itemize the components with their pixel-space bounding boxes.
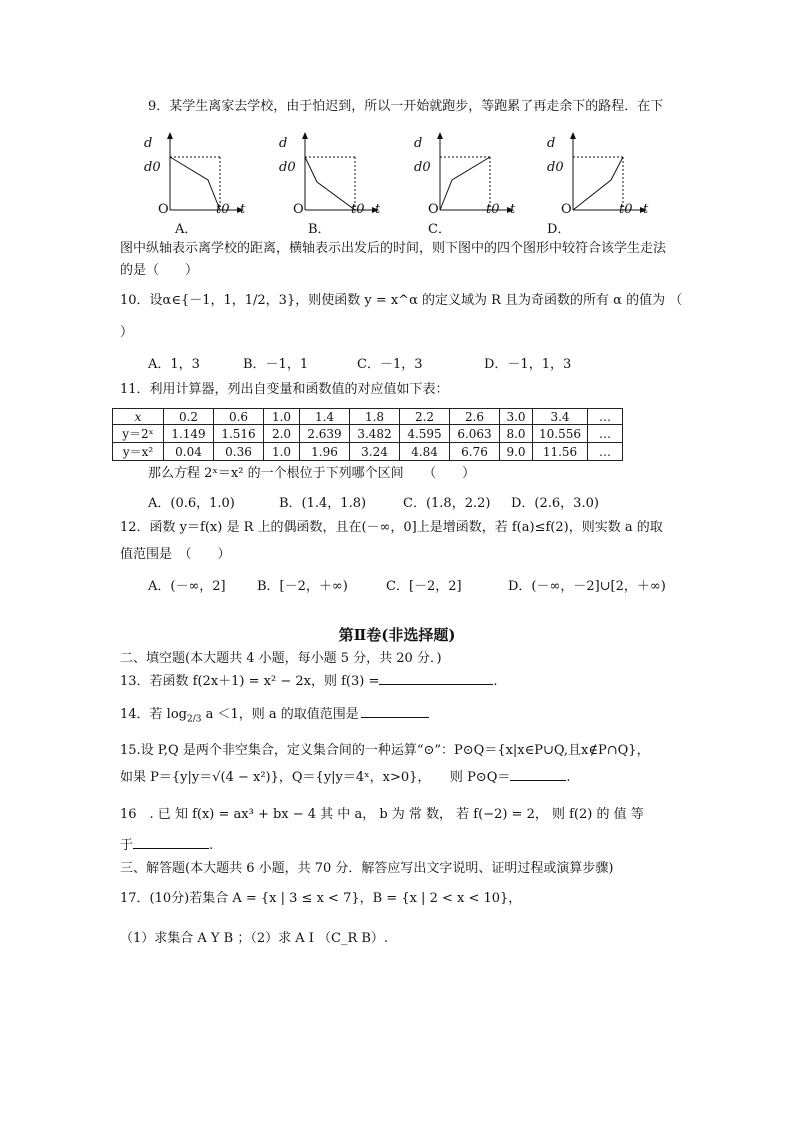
table-cell: 2.6	[450, 409, 500, 425]
q14	[120, 705, 429, 729]
q12-option-c: C．[－2，2]	[386, 579, 462, 594]
q15-line2-text: 如果 P＝{y|y＝√(4 − x²)}，Q＝{y|y＝4ˣ，x>0}， 则 P⊙Q＝	[120, 770, 511, 785]
section3-heading: 三、解答题(本大题共 6 小题，共 70 分．解答应写出文字说明、证明过程或演算步骤)	[120, 861, 614, 876]
table-cell: 0.36	[214, 443, 264, 461]
row-label: y＝2ˣ	[113, 425, 164, 443]
q12-option-b: B．[－2，＋∞)	[257, 579, 348, 594]
q16-line2	[120, 836, 213, 855]
graph-b-t: t	[375, 202, 381, 217]
q10-stem: 10．设α∈{－1，1，1/2，3}，则使函数 y = x^α 的定义域为 R 且为奇函数的所有 α 的值为 （	[120, 293, 683, 308]
row-label: x	[113, 409, 164, 425]
table-cell: 3.0	[500, 409, 533, 425]
q16-line1: 16 . 已 知 f(x) = ax³ + bx − 4 其 中 a， b 为 常 数， 若 f(−2) = 2， 则 f(2) 的 值 等	[120, 807, 644, 822]
q14-text: 14．若 log	[120, 707, 187, 722]
table-cell: 1.96	[300, 443, 350, 461]
table-cell: 1.149	[164, 425, 214, 443]
table-row	[113, 443, 623, 461]
q10-option-d: D．－1，1，3	[484, 357, 572, 372]
table-cell: 3.4	[533, 409, 588, 425]
q17-line2: （1）求集合 A Y B ；（2）求 A I （C_R B）.	[120, 931, 389, 946]
values-table	[112, 408, 623, 461]
q14-answer-blank[interactable]	[361, 705, 429, 718]
table-cell: 4.595	[400, 425, 450, 443]
graph-b-origin: O	[293, 202, 304, 217]
q11-option-d: D．(2.6，3.0)	[511, 496, 599, 511]
graph-b-label: B．	[308, 222, 331, 237]
graph-a-t0: t0	[216, 202, 230, 217]
q13	[120, 672, 498, 691]
graph-c-origin: O	[428, 202, 439, 217]
q16-line2-text: 于	[120, 838, 134, 853]
q12-stem-line1: 12．函数 y＝f(x) 是 R 上的偶函数，且在(－∞，0]上是增函数，若 f(a)≤f(2)，则实数 a 的取	[120, 520, 663, 535]
table-cell: …	[588, 443, 623, 461]
graph-c-label: C．	[428, 222, 451, 237]
graph-d-t: t	[643, 202, 649, 217]
q17-line1: 17．(10分)若集合 A = {x | 3 ≤ x < 7}，B = {x | 2 < x < 10}，	[120, 891, 522, 906]
graph-c-d0: d0	[414, 160, 431, 175]
q15-line2	[120, 768, 571, 787]
graph-a-d0: d0	[144, 160, 161, 175]
q15-answer-blank[interactable]	[510, 768, 566, 781]
row-label: y＝x²	[113, 443, 164, 461]
q15-end: .	[566, 770, 571, 785]
graph-d-d0: d0	[547, 160, 564, 175]
graph-c-d: d	[414, 136, 423, 151]
q9-stem-line1: 9．某学生离家去学校，由于怕迟到，所以一开始就跑步，等跑累了再走余下的路程．在下	[148, 99, 664, 114]
part2-title: 第Ⅱ卷(非选择题)	[338, 626, 456, 644]
table-cell: 2.2	[400, 409, 450, 425]
table-cell: 1.4	[300, 409, 350, 425]
graph-b-t0: t0	[351, 202, 365, 217]
graph-a-d: d	[144, 136, 153, 151]
table-row	[113, 409, 623, 425]
table-row	[113, 425, 623, 443]
q14-rest: a ＜1，则 a 的取值范围是	[201, 707, 359, 722]
graph-d	[543, 130, 673, 230]
q13-text: 13．若函数 f(2x＋1) = x² − 2x，则 f(3) =	[120, 674, 380, 689]
graph-a-t: t	[240, 202, 246, 217]
q14-log-base: 2/3	[186, 714, 202, 725]
q12-stem-line2: 值范围是 （ ）	[120, 547, 231, 562]
table-cell: 9.0	[500, 443, 533, 461]
table-cell: 10.556	[533, 425, 588, 443]
q11-option-a: A．(0.6，1.0)	[148, 496, 235, 511]
q13-end: .	[493, 674, 498, 689]
table-cell: 8.0	[500, 425, 533, 443]
table-cell: 1.516	[214, 425, 264, 443]
table-cell: 4.84	[400, 443, 450, 461]
q12-option-a: A．(－∞，2]	[148, 579, 226, 594]
table-cell: …	[588, 409, 623, 425]
q11-stem: 11．利用计算器，列出自变量和函数值的对应值如下表：	[120, 382, 449, 397]
table-cell: 6.76	[450, 443, 500, 461]
q13-answer-blank[interactable]	[379, 672, 493, 685]
table-cell: …	[588, 425, 623, 443]
graph-c	[410, 130, 540, 230]
table-cell: 1.0	[264, 409, 300, 425]
q15-line1: 15.设 P,Q 是两个非空集合，定义集合间的一种运算“⊙”：P⊙Q＝{x|x∈P∪Q,且x∉P∩Q}，	[120, 743, 650, 758]
table-cell: 0.04	[164, 443, 214, 461]
graph-d-label: D．	[547, 222, 571, 237]
graph-c-t0: t0	[486, 202, 500, 217]
table-cell: 3.24	[350, 443, 400, 461]
q12-option-d: D．(－∞，－2]∪[2，＋∞)	[508, 579, 666, 594]
graph-c-t: t	[510, 202, 516, 217]
graph-d-t0: t0	[619, 202, 633, 217]
q11-option-c: C．(1.8，2.2)	[403, 496, 491, 511]
table-cell: 2.639	[300, 425, 350, 443]
graph-d-origin: O	[561, 202, 572, 217]
q11-question: 那么方程 2ˣ＝x² 的一个根位于下列哪个区间 （ ）	[148, 466, 476, 481]
table-cell: 0.2	[164, 409, 214, 425]
q9-stem-line2: 图中纵轴表示离学校的距离，横轴表示出发后的时间，则下图中的四个图形中较符合该学生走法	[120, 241, 667, 256]
q16-answer-blank[interactable]	[133, 836, 209, 849]
table-cell: 1.8	[350, 409, 400, 425]
graph-a-label: A．	[175, 222, 198, 237]
graph-a-origin: O	[158, 202, 169, 217]
graph-a	[140, 130, 270, 230]
q10-option-c: C．－1，3	[357, 357, 423, 372]
graph-b	[275, 130, 405, 230]
table-cell: 3.482	[350, 425, 400, 443]
table-cell: 6.063	[450, 425, 500, 443]
table-cell: 0.6	[214, 409, 264, 425]
q10-option-b: B．－1，1	[243, 357, 309, 372]
graph-b-d: d	[279, 136, 288, 151]
graph-d-d: d	[547, 136, 556, 151]
q11-option-b: B．(1.4，1.8)	[279, 496, 367, 511]
q10-stem-end: ）	[120, 325, 134, 340]
table-cell: 2.0	[264, 425, 300, 443]
graph-b-d0: d0	[279, 160, 296, 175]
table-cell: 1.0	[264, 443, 300, 461]
q9-stem-line3: 的是（ ）	[120, 263, 199, 278]
q10-option-a: A．1，3	[148, 357, 200, 372]
table-cell: 11.56	[533, 443, 588, 461]
section2-heading: 二、填空题(本大题共 4 小题，每小题 5 分，共 20 分．)	[120, 651, 442, 666]
q16-end: .	[209, 838, 214, 853]
